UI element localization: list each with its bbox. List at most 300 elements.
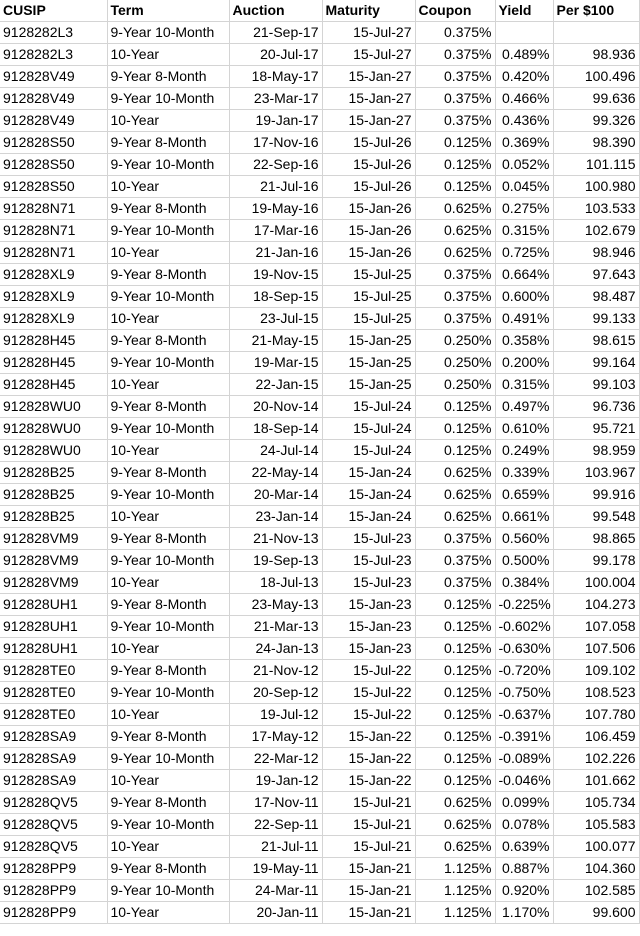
maturity-date-cell[interactable]: 15-Jan-23 — [322, 616, 415, 638]
auction-date-cell[interactable]: 20-Nov-14 — [229, 396, 322, 418]
auction-date-cell[interactable]: 17-Nov-16 — [229, 132, 322, 154]
cusip-cell[interactable]: 912828TE0 — [0, 660, 107, 682]
term-cell[interactable]: 9-Year 10-Month — [107, 682, 229, 704]
maturity-date-cell[interactable]: 15-Jul-22 — [322, 660, 415, 682]
maturity-date-cell[interactable]: 15-Jan-27 — [322, 66, 415, 88]
price-per-100-cell[interactable]: 100.496 — [553, 66, 639, 88]
auction-date-cell[interactable]: 24-Jul-14 — [229, 440, 322, 462]
price-per-100-cell[interactable]: 99.103 — [553, 374, 639, 396]
auction-date-cell[interactable]: 21-Mar-13 — [229, 616, 322, 638]
table-row — [0, 44, 639, 66]
cusip-cell[interactable]: 912828H45 — [0, 374, 107, 396]
auction-date-cell[interactable]: 21-Sep-17 — [229, 22, 322, 44]
cusip-cell[interactable]: 912828S50 — [0, 154, 107, 176]
maturity-date-cell[interactable]: 15-Jul-22 — [322, 704, 415, 726]
coupon-cell[interactable]: 1.125% — [415, 858, 495, 880]
term-cell[interactable]: 9-Year 8-Month — [107, 198, 229, 220]
cusip-cell[interactable]: 912828QV5 — [0, 814, 107, 836]
coupon-cell[interactable]: 0.250% — [415, 352, 495, 374]
coupon-cell[interactable]: 0.375% — [415, 22, 495, 44]
auction-date-cell[interactable]: 22-Jan-15 — [229, 374, 322, 396]
auction-date-cell[interactable]: 24-Jan-13 — [229, 638, 322, 660]
maturity-date-cell[interactable]: 15-Jan-24 — [322, 506, 415, 528]
table-row — [0, 880, 639, 902]
auction-date-cell[interactable]: 19-Jan-17 — [229, 110, 322, 132]
maturity-date-cell[interactable]: 15-Jul-24 — [322, 440, 415, 462]
auction-date-cell[interactable]: 23-Jan-14 — [229, 506, 322, 528]
maturity-date-cell[interactable]: 15-Jan-21 — [322, 880, 415, 902]
yield-cell[interactable]: 0.045% — [495, 176, 553, 198]
cusip-cell[interactable]: 912828VM9 — [0, 528, 107, 550]
cusip-cell[interactable]: 912828B25 — [0, 462, 107, 484]
coupon-cell[interactable]: 0.375% — [415, 286, 495, 308]
price-per-100-cell[interactable]: 95.721 — [553, 418, 639, 440]
coupon-cell[interactable]: 0.375% — [415, 528, 495, 550]
price-per-100-cell[interactable]: 97.643 — [553, 264, 639, 286]
term-cell[interactable]: 9-Year 8-Month — [107, 330, 229, 352]
auction-date-cell[interactable]: 19-Mar-15 — [229, 352, 322, 374]
yield-cell[interactable]: 0.358% — [495, 330, 553, 352]
coupon-cell[interactable]: 0.125% — [415, 682, 495, 704]
header-auction[interactable]: Auction — [229, 0, 322, 22]
auction-date-cell[interactable]: 22-Mar-12 — [229, 748, 322, 770]
maturity-date-cell[interactable]: 15-Jul-25 — [322, 308, 415, 330]
cusip-cell[interactable]: 912828WU0 — [0, 418, 107, 440]
price-per-100-cell[interactable]: 101.662 — [553, 770, 639, 792]
yield-cell[interactable]: 0.275% — [495, 198, 553, 220]
price-per-100-cell[interactable]: 100.004 — [553, 572, 639, 594]
cusip-cell[interactable]: 912828V49 — [0, 110, 107, 132]
term-cell[interactable]: 10-Year — [107, 176, 229, 198]
price-per-100-cell[interactable]: 99.326 — [553, 110, 639, 132]
cusip-cell[interactable]: 912828PP9 — [0, 902, 107, 924]
cusip-cell[interactable]: 912828WU0 — [0, 440, 107, 462]
price-per-100-cell[interactable]: 98.959 — [553, 440, 639, 462]
yield-cell[interactable]: 0.610% — [495, 418, 553, 440]
maturity-date-cell[interactable]: 15-Jan-25 — [322, 352, 415, 374]
cusip-cell[interactable]: 912828S50 — [0, 132, 107, 154]
auction-date-cell[interactable]: 17-Nov-11 — [229, 792, 322, 814]
maturity-date-cell[interactable]: 15-Jan-23 — [322, 594, 415, 616]
term-cell[interactable]: 10-Year — [107, 110, 229, 132]
maturity-date-cell[interactable]: 15-Jul-22 — [322, 682, 415, 704]
coupon-cell[interactable]: 0.125% — [415, 396, 495, 418]
cusip-cell[interactable]: 912828SA9 — [0, 748, 107, 770]
yield-cell[interactable]: 0.489% — [495, 44, 553, 66]
cusip-cell[interactable]: 912828XL9 — [0, 308, 107, 330]
price-per-100-cell[interactable]: 107.058 — [553, 616, 639, 638]
cusip-cell[interactable]: 912828S50 — [0, 176, 107, 198]
term-cell[interactable]: 9-Year 10-Month — [107, 616, 229, 638]
price-per-100-cell[interactable]: 99.164 — [553, 352, 639, 374]
cusip-cell[interactable]: 912828B25 — [0, 506, 107, 528]
coupon-cell[interactable]: 0.375% — [415, 66, 495, 88]
term-cell[interactable]: 10-Year — [107, 44, 229, 66]
yield-cell[interactable]: -0.630% — [495, 638, 553, 660]
term-cell[interactable]: 10-Year — [107, 374, 229, 396]
price-per-100-cell[interactable]: 107.506 — [553, 638, 639, 660]
auction-date-cell[interactable]: 21-Nov-13 — [229, 528, 322, 550]
coupon-cell[interactable]: 0.125% — [415, 770, 495, 792]
coupon-cell[interactable]: 0.125% — [415, 726, 495, 748]
price-per-100-cell[interactable]: 99.178 — [553, 550, 639, 572]
coupon-cell[interactable]: 0.375% — [415, 264, 495, 286]
term-cell[interactable]: 9-Year 8-Month — [107, 396, 229, 418]
maturity-date-cell[interactable]: 15-Jul-26 — [322, 154, 415, 176]
coupon-cell[interactable]: 0.375% — [415, 308, 495, 330]
auction-date-cell[interactable]: 19-May-16 — [229, 198, 322, 220]
coupon-cell[interactable]: 0.125% — [415, 660, 495, 682]
yield-cell[interactable]: 0.500% — [495, 550, 553, 572]
price-per-100-cell[interactable]: 100.077 — [553, 836, 639, 858]
cusip-cell[interactable]: 912828TE0 — [0, 704, 107, 726]
auction-date-cell[interactable]: 18-Sep-14 — [229, 418, 322, 440]
auction-date-cell[interactable]: 22-Sep-11 — [229, 814, 322, 836]
auction-date-cell[interactable]: 19-Sep-13 — [229, 550, 322, 572]
yield-cell[interactable]: 0.052% — [495, 154, 553, 176]
auction-date-cell[interactable]: 22-May-14 — [229, 462, 322, 484]
table-row — [0, 220, 639, 242]
maturity-date-cell[interactable]: 15-Jan-26 — [322, 198, 415, 220]
auction-date-cell[interactable]: 19-Jul-12 — [229, 704, 322, 726]
yield-cell[interactable]: 0.384% — [495, 572, 553, 594]
cusip-cell[interactable]: 912828PP9 — [0, 880, 107, 902]
yield-cell[interactable]: -0.602% — [495, 616, 553, 638]
yield-cell[interactable]: -0.225% — [495, 594, 553, 616]
auction-date-cell[interactable]: 19-May-11 — [229, 858, 322, 880]
maturity-date-cell[interactable]: 15-Jul-23 — [322, 550, 415, 572]
yield-cell[interactable]: -0.391% — [495, 726, 553, 748]
coupon-cell[interactable]: 0.125% — [415, 132, 495, 154]
header-yield[interactable]: Yield — [495, 0, 553, 22]
cusip-cell[interactable]: 9128282L3 — [0, 44, 107, 66]
coupon-cell[interactable]: 0.625% — [415, 836, 495, 858]
term-cell[interactable]: 9-Year 8-Month — [107, 66, 229, 88]
price-per-100-cell[interactable]: 106.459 — [553, 726, 639, 748]
term-cell[interactable]: 9-Year 8-Month — [107, 660, 229, 682]
term-cell[interactable]: 9-Year 8-Month — [107, 132, 229, 154]
maturity-date-cell[interactable]: 15-Jan-21 — [322, 902, 415, 924]
coupon-cell[interactable]: 0.125% — [415, 704, 495, 726]
cusip-cell[interactable]: 912828H45 — [0, 330, 107, 352]
cusip-cell[interactable]: 912828N71 — [0, 242, 107, 264]
table-row — [0, 66, 639, 88]
yield-cell[interactable]: 0.339% — [495, 462, 553, 484]
coupon-cell[interactable]: 0.375% — [415, 44, 495, 66]
auction-date-cell[interactable]: 21-Jul-11 — [229, 836, 322, 858]
yield-cell[interactable]: 0.725% — [495, 242, 553, 264]
coupon-cell[interactable]: 0.625% — [415, 198, 495, 220]
maturity-date-cell[interactable]: 15-Jul-24 — [322, 396, 415, 418]
coupon-cell[interactable]: 0.250% — [415, 330, 495, 352]
cusip-cell[interactable]: 9128282L3 — [0, 22, 107, 44]
coupon-cell[interactable]: 0.125% — [415, 638, 495, 660]
yield-cell[interactable]: 1.170% — [495, 902, 553, 924]
yield-cell[interactable]: 0.887% — [495, 858, 553, 880]
term-cell[interactable]: 9-Year 10-Month — [107, 484, 229, 506]
maturity-date-cell[interactable]: 15-Jan-24 — [322, 484, 415, 506]
term-cell[interactable]: 9-Year 10-Month — [107, 748, 229, 770]
coupon-cell[interactable]: 0.125% — [415, 440, 495, 462]
auction-date-cell[interactable]: 24-Mar-11 — [229, 880, 322, 902]
coupon-cell[interactable]: 0.125% — [415, 616, 495, 638]
term-cell[interactable]: 9-Year 8-Month — [107, 462, 229, 484]
maturity-date-cell[interactable]: 15-Jul-21 — [322, 836, 415, 858]
term-cell[interactable]: 9-Year 8-Month — [107, 726, 229, 748]
auction-date-cell[interactable]: 17-Mar-16 — [229, 220, 322, 242]
price-per-100-cell[interactable]: 98.487 — [553, 286, 639, 308]
auction-date-cell[interactable]: 20-Sep-12 — [229, 682, 322, 704]
maturity-date-cell[interactable]: 15-Jul-26 — [322, 132, 415, 154]
price-per-100-cell[interactable]: 103.967 — [553, 462, 639, 484]
term-cell[interactable]: 9-Year 10-Month — [107, 88, 229, 110]
yield-cell[interactable]: 0.664% — [495, 264, 553, 286]
term-cell[interactable]: 9-Year 10-Month — [107, 352, 229, 374]
term-cell[interactable]: 9-Year 8-Month — [107, 264, 229, 286]
term-cell[interactable]: 10-Year — [107, 704, 229, 726]
auction-date-cell[interactable]: 23-Jul-15 — [229, 308, 322, 330]
maturity-date-cell[interactable]: 15-Jul-27 — [322, 44, 415, 66]
term-cell[interactable]: 10-Year — [107, 902, 229, 924]
auction-date-cell[interactable]: 21-May-15 — [229, 330, 322, 352]
yield-cell[interactable]: -0.750% — [495, 682, 553, 704]
price-per-100-cell[interactable]: 102.226 — [553, 748, 639, 770]
yield-cell[interactable] — [495, 22, 553, 44]
yield-cell[interactable]: -0.089% — [495, 748, 553, 770]
maturity-date-cell[interactable]: 15-Jan-25 — [322, 374, 415, 396]
yield-cell[interactable]: -0.046% — [495, 770, 553, 792]
maturity-date-cell[interactable]: 15-Jan-22 — [322, 726, 415, 748]
cusip-cell[interactable]: 912828H45 — [0, 352, 107, 374]
cusip-cell[interactable]: 912828XL9 — [0, 264, 107, 286]
cusip-cell[interactable]: 912828N71 — [0, 220, 107, 242]
maturity-date-cell[interactable]: 15-Jan-24 — [322, 462, 415, 484]
maturity-date-cell[interactable]: 15-Jan-22 — [322, 748, 415, 770]
header-per-100[interactable]: Per $100 — [553, 0, 639, 22]
cusip-cell[interactable]: 912828VM9 — [0, 550, 107, 572]
price-per-100-cell[interactable]: 102.679 — [553, 220, 639, 242]
term-cell[interactable]: 9-Year 10-Month — [107, 550, 229, 572]
auction-date-cell[interactable]: 21-Nov-12 — [229, 660, 322, 682]
maturity-date-cell[interactable]: 15-Jul-25 — [322, 264, 415, 286]
yield-cell[interactable]: 0.639% — [495, 836, 553, 858]
cusip-cell[interactable]: 912828N71 — [0, 198, 107, 220]
maturity-date-cell[interactable]: 15-Jul-23 — [322, 572, 415, 594]
yield-cell[interactable]: 0.200% — [495, 352, 553, 374]
maturity-date-cell[interactable]: 15-Jul-21 — [322, 792, 415, 814]
maturity-date-cell[interactable]: 15-Jan-26 — [322, 242, 415, 264]
cusip-cell[interactable]: 912828SA9 — [0, 770, 107, 792]
yield-cell[interactable]: 0.497% — [495, 396, 553, 418]
term-cell[interactable]: 9-Year 8-Month — [107, 528, 229, 550]
cusip-cell[interactable]: 912828B25 — [0, 484, 107, 506]
yield-cell[interactable]: 0.420% — [495, 66, 553, 88]
yield-cell[interactable]: 0.491% — [495, 308, 553, 330]
maturity-date-cell[interactable]: 15-Jul-25 — [322, 286, 415, 308]
yield-cell[interactable]: 0.659% — [495, 484, 553, 506]
price-per-100-cell[interactable]: 99.916 — [553, 484, 639, 506]
maturity-date-cell[interactable]: 15-Jul-27 — [322, 22, 415, 44]
price-per-100-cell[interactable]: 100.980 — [553, 176, 639, 198]
auction-date-cell[interactable]: 18-May-17 — [229, 66, 322, 88]
auction-date-cell[interactable]: 18-Sep-15 — [229, 286, 322, 308]
cusip-cell[interactable]: 912828V49 — [0, 88, 107, 110]
yield-cell[interactable]: 0.249% — [495, 440, 553, 462]
table-row — [0, 858, 639, 880]
coupon-cell[interactable]: 0.625% — [415, 792, 495, 814]
yield-cell[interactable]: 0.600% — [495, 286, 553, 308]
term-cell[interactable]: 10-Year — [107, 572, 229, 594]
auction-date-cell[interactable]: 23-May-13 — [229, 594, 322, 616]
price-per-100-cell[interactable]: 98.390 — [553, 132, 639, 154]
auction-date-cell[interactable]: 19-Jan-12 — [229, 770, 322, 792]
price-per-100-cell[interactable]: 98.615 — [553, 330, 639, 352]
price-per-100-cell[interactable]: 102.585 — [553, 880, 639, 902]
auction-date-cell[interactable]: 18-Jul-13 — [229, 572, 322, 594]
term-cell[interactable]: 9-Year 8-Month — [107, 858, 229, 880]
term-cell[interactable]: 9-Year 10-Month — [107, 418, 229, 440]
maturity-date-cell[interactable]: 15-Jan-23 — [322, 638, 415, 660]
coupon-cell[interactable]: 0.375% — [415, 110, 495, 132]
maturity-date-cell[interactable]: 15-Jul-24 — [322, 418, 415, 440]
yield-cell[interactable]: 0.078% — [495, 814, 553, 836]
term-cell[interactable]: 10-Year — [107, 770, 229, 792]
cusip-cell[interactable]: 912828UH1 — [0, 638, 107, 660]
price-per-100-cell[interactable]: 104.273 — [553, 594, 639, 616]
price-per-100-cell[interactable]: 98.865 — [553, 528, 639, 550]
auction-date-cell[interactable]: 21-Jan-16 — [229, 242, 322, 264]
header-coupon[interactable]: Coupon — [415, 0, 495, 22]
maturity-date-cell[interactable]: 15-Jan-27 — [322, 88, 415, 110]
price-per-100-cell[interactable]: 96.736 — [553, 396, 639, 418]
yield-cell[interactable]: 0.661% — [495, 506, 553, 528]
cusip-cell[interactable]: 912828V49 — [0, 66, 107, 88]
term-cell[interactable]: 10-Year — [107, 506, 229, 528]
coupon-cell[interactable]: 0.125% — [415, 176, 495, 198]
price-per-100-cell[interactable]: 101.115 — [553, 154, 639, 176]
price-per-100-cell[interactable]: 98.936 — [553, 44, 639, 66]
term-cell[interactable]: 10-Year — [107, 638, 229, 660]
maturity-date-cell[interactable]: 15-Jan-22 — [322, 770, 415, 792]
price-per-100-cell[interactable]: 107.780 — [553, 704, 639, 726]
coupon-cell[interactable]: 0.375% — [415, 88, 495, 110]
cusip-cell[interactable]: 912828UH1 — [0, 616, 107, 638]
yield-cell[interactable]: 0.369% — [495, 132, 553, 154]
maturity-date-cell[interactable]: 15-Jan-26 — [322, 220, 415, 242]
maturity-date-cell[interactable]: 15-Jan-25 — [322, 330, 415, 352]
yield-cell[interactable]: 0.466% — [495, 88, 553, 110]
table-row — [0, 396, 639, 418]
auction-date-cell[interactable]: 20-Mar-14 — [229, 484, 322, 506]
coupon-cell[interactable]: 0.250% — [415, 374, 495, 396]
header-cusip[interactable]: CUSIP — [0, 0, 107, 22]
coupon-cell[interactable]: 0.625% — [415, 242, 495, 264]
cusip-cell[interactable]: 912828UH1 — [0, 594, 107, 616]
yield-cell[interactable]: 0.315% — [495, 220, 553, 242]
term-cell[interactable]: 9-Year 10-Month — [107, 220, 229, 242]
yield-cell[interactable]: 0.436% — [495, 110, 553, 132]
yield-cell[interactable]: -0.637% — [495, 704, 553, 726]
auction-date-cell[interactable]: 23-Mar-17 — [229, 88, 322, 110]
auction-date-cell[interactable]: 20-Jul-17 — [229, 44, 322, 66]
cusip-cell[interactable]: 912828QV5 — [0, 836, 107, 858]
price-per-100-cell[interactable]: 105.734 — [553, 792, 639, 814]
price-per-100-cell[interactable]: 105.583 — [553, 814, 639, 836]
cusip-cell[interactable]: 912828SA9 — [0, 726, 107, 748]
term-cell[interactable]: 9-Year 10-Month — [107, 154, 229, 176]
cusip-cell[interactable]: 912828VM9 — [0, 572, 107, 594]
term-cell[interactable]: 9-Year 10-Month — [107, 22, 229, 44]
price-per-100-cell[interactable]: 99.548 — [553, 506, 639, 528]
yield-cell[interactable]: 0.920% — [495, 880, 553, 902]
price-per-100-cell[interactable]: 109.102 — [553, 660, 639, 682]
coupon-cell[interactable]: 0.375% — [415, 550, 495, 572]
cusip-cell[interactable]: 912828XL9 — [0, 286, 107, 308]
term-cell[interactable]: 10-Year — [107, 242, 229, 264]
coupon-cell[interactable]: 0.125% — [415, 154, 495, 176]
term-cell[interactable]: 9-Year 8-Month — [107, 792, 229, 814]
coupon-cell[interactable]: 0.625% — [415, 506, 495, 528]
cusip-cell[interactable]: 912828TE0 — [0, 682, 107, 704]
price-per-100-cell[interactable]: 104.360 — [553, 858, 639, 880]
term-cell[interactable]: 9-Year 10-Month — [107, 880, 229, 902]
price-per-100-cell[interactable]: 99.133 — [553, 308, 639, 330]
price-per-100-cell[interactable]: 108.523 — [553, 682, 639, 704]
header-term[interactable]: Term — [107, 0, 229, 22]
maturity-date-cell[interactable]: 15-Jul-26 — [322, 176, 415, 198]
yield-cell[interactable]: 0.315% — [495, 374, 553, 396]
price-per-100-cell[interactable]: 103.533 — [553, 198, 639, 220]
maturity-date-cell[interactable]: 15-Jul-21 — [322, 814, 415, 836]
term-cell[interactable]: 9-Year 10-Month — [107, 814, 229, 836]
price-per-100-cell[interactable]: 99.600 — [553, 902, 639, 924]
cusip-cell[interactable]: 912828WU0 — [0, 396, 107, 418]
maturity-date-cell[interactable]: 15-Jan-27 — [322, 110, 415, 132]
coupon-cell[interactable]: 1.125% — [415, 880, 495, 902]
coupon-cell[interactable]: 0.125% — [415, 418, 495, 440]
auction-date-cell[interactable]: 20-Jan-11 — [229, 902, 322, 924]
header-maturity[interactable]: Maturity — [322, 0, 415, 22]
coupon-cell[interactable]: 0.625% — [415, 484, 495, 506]
maturity-date-cell[interactable]: 15-Jul-23 — [322, 528, 415, 550]
coupon-cell[interactable]: 0.625% — [415, 462, 495, 484]
price-per-100-cell[interactable]: 98.946 — [553, 242, 639, 264]
auction-date-cell[interactable]: 17-May-12 — [229, 726, 322, 748]
maturity-date-cell[interactable]: 15-Jan-21 — [322, 858, 415, 880]
term-cell[interactable]: 10-Year — [107, 836, 229, 858]
coupon-cell[interactable]: 0.625% — [415, 814, 495, 836]
coupon-cell[interactable]: 1.125% — [415, 902, 495, 924]
price-per-100-cell[interactable]: 99.636 — [553, 88, 639, 110]
term-cell[interactable]: 10-Year — [107, 440, 229, 462]
coupon-cell[interactable]: 0.375% — [415, 572, 495, 594]
price-per-100-cell[interactable] — [553, 22, 639, 44]
auction-date-cell[interactable]: 21-Jul-16 — [229, 176, 322, 198]
cusip-cell[interactable]: 912828PP9 — [0, 858, 107, 880]
coupon-cell[interactable]: 0.625% — [415, 220, 495, 242]
coupon-cell[interactable]: 0.125% — [415, 748, 495, 770]
term-cell[interactable]: 9-Year 10-Month — [107, 286, 229, 308]
term-cell[interactable]: 10-Year — [107, 308, 229, 330]
coupon-cell[interactable]: 0.125% — [415, 594, 495, 616]
yield-cell[interactable]: 0.099% — [495, 792, 553, 814]
auction-date-cell[interactable]: 22-Sep-16 — [229, 154, 322, 176]
yield-cell[interactable]: -0.720% — [495, 660, 553, 682]
yield-cell[interactable]: 0.560% — [495, 528, 553, 550]
cusip-cell[interactable]: 912828QV5 — [0, 792, 107, 814]
term-cell[interactable]: 9-Year 8-Month — [107, 594, 229, 616]
auction-date-cell[interactable]: 19-Nov-15 — [229, 264, 322, 286]
